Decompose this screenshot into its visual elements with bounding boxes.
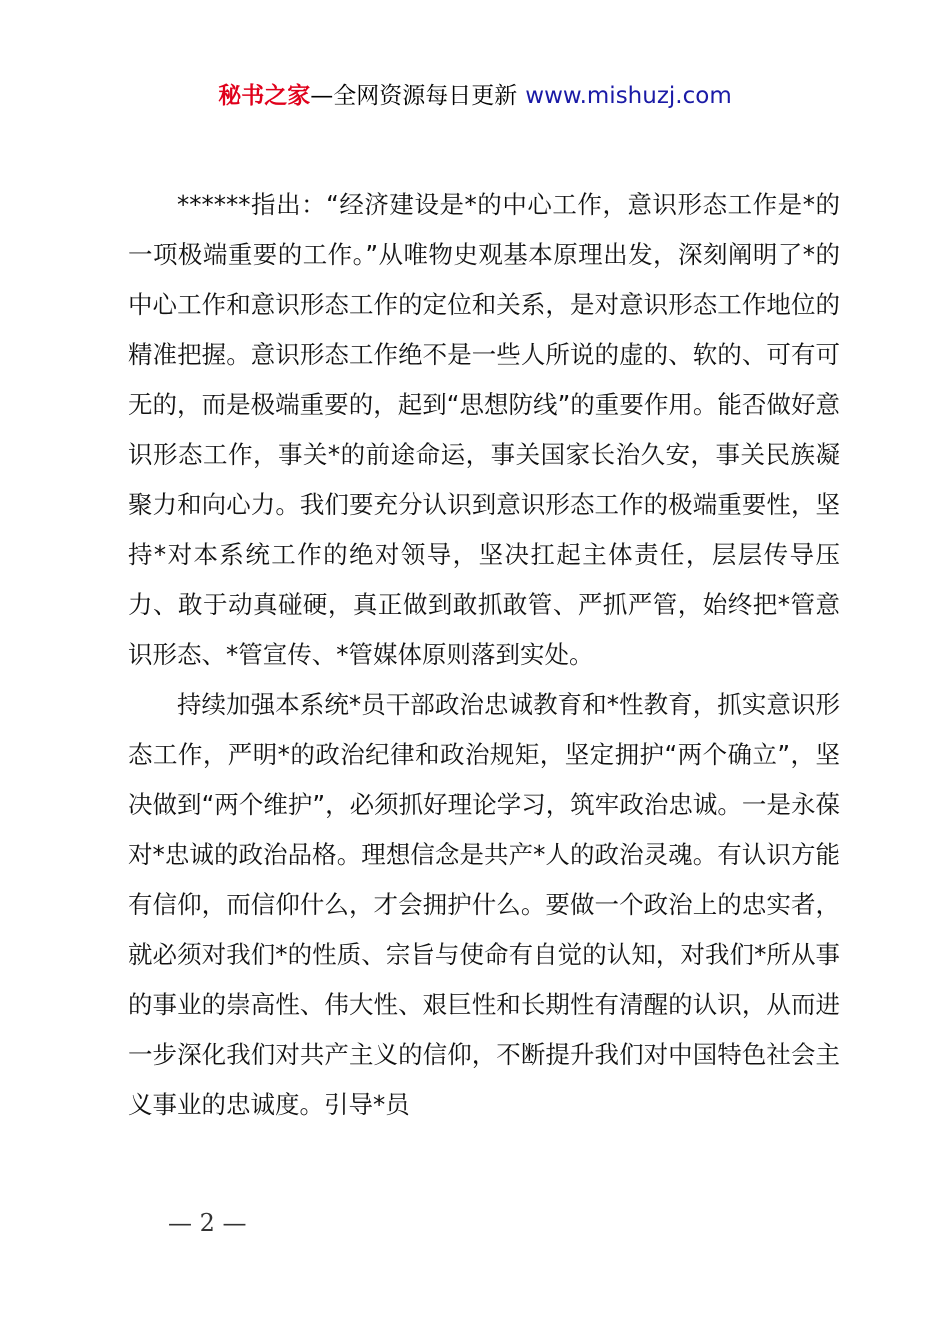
page-number: — 2 — [168, 1209, 247, 1237]
paragraph-1: ******指出：“经济建设是*的中心工作，意识形态工作是*的一项极端重要的工作。”从唯物史观基本原理出发，深刻阐明了*的中心工作和意识形态工作的定位和关系，是对意识形态工作地位的精准把握。意识形态工作绝不是一些人所说的虚的、软的、可有可无的，而是极端重要的，起到“思想防线”的重要作用。能否做好意识形态工作，事关*的前途命运，事关国家长治久安，事关民族凝聚力和向心力。我们要充分认识到意识形态工作的极端重要性，坚持*对本系统工作的绝对领导，坚决扛起主体责任，层层传导压力、敢于动真碰硬，真正做到敢抓敢管、严抓严管，始终把*管意识形态、*管宣传、*管媒体原则落到实处。 [128, 190, 840, 669]
header-tagline: —全网资源每日更新 [310, 83, 518, 109]
paragraph-2: 持续加强本系统*员干部政治忠诚教育和*性教育，抓实意识形态工作，严明*的政治纪律和政治规矩，坚定拥护“两个确立”，坚决做到“两个维护”，必须抓好理论学习，筑牢政治忠诚。一是永葆对*忠诚的政治品格。理想信念是共产*人的政治灵魂。有认识方能有信仰，而信仰什么，才会拥护什么。要做一个政治上的忠实者，就必须对我们*的性质、宗旨与使命有自觉的认知，对我们*所从事的事业的崇高性、伟大性、艰巨性和长期性有清醒的认识，从而进一步深化我们对共产主义的信仰，不断提升我们对中国特色社会主义事业的忠诚度。引导*员 [128, 690, 840, 1119]
brand-name: 秘书之家 [218, 83, 311, 109]
document-body [128, 180, 840, 1130]
page-header [0, 80, 950, 112]
site-url-link[interactable]: www.mishuzj.com [525, 83, 732, 109]
